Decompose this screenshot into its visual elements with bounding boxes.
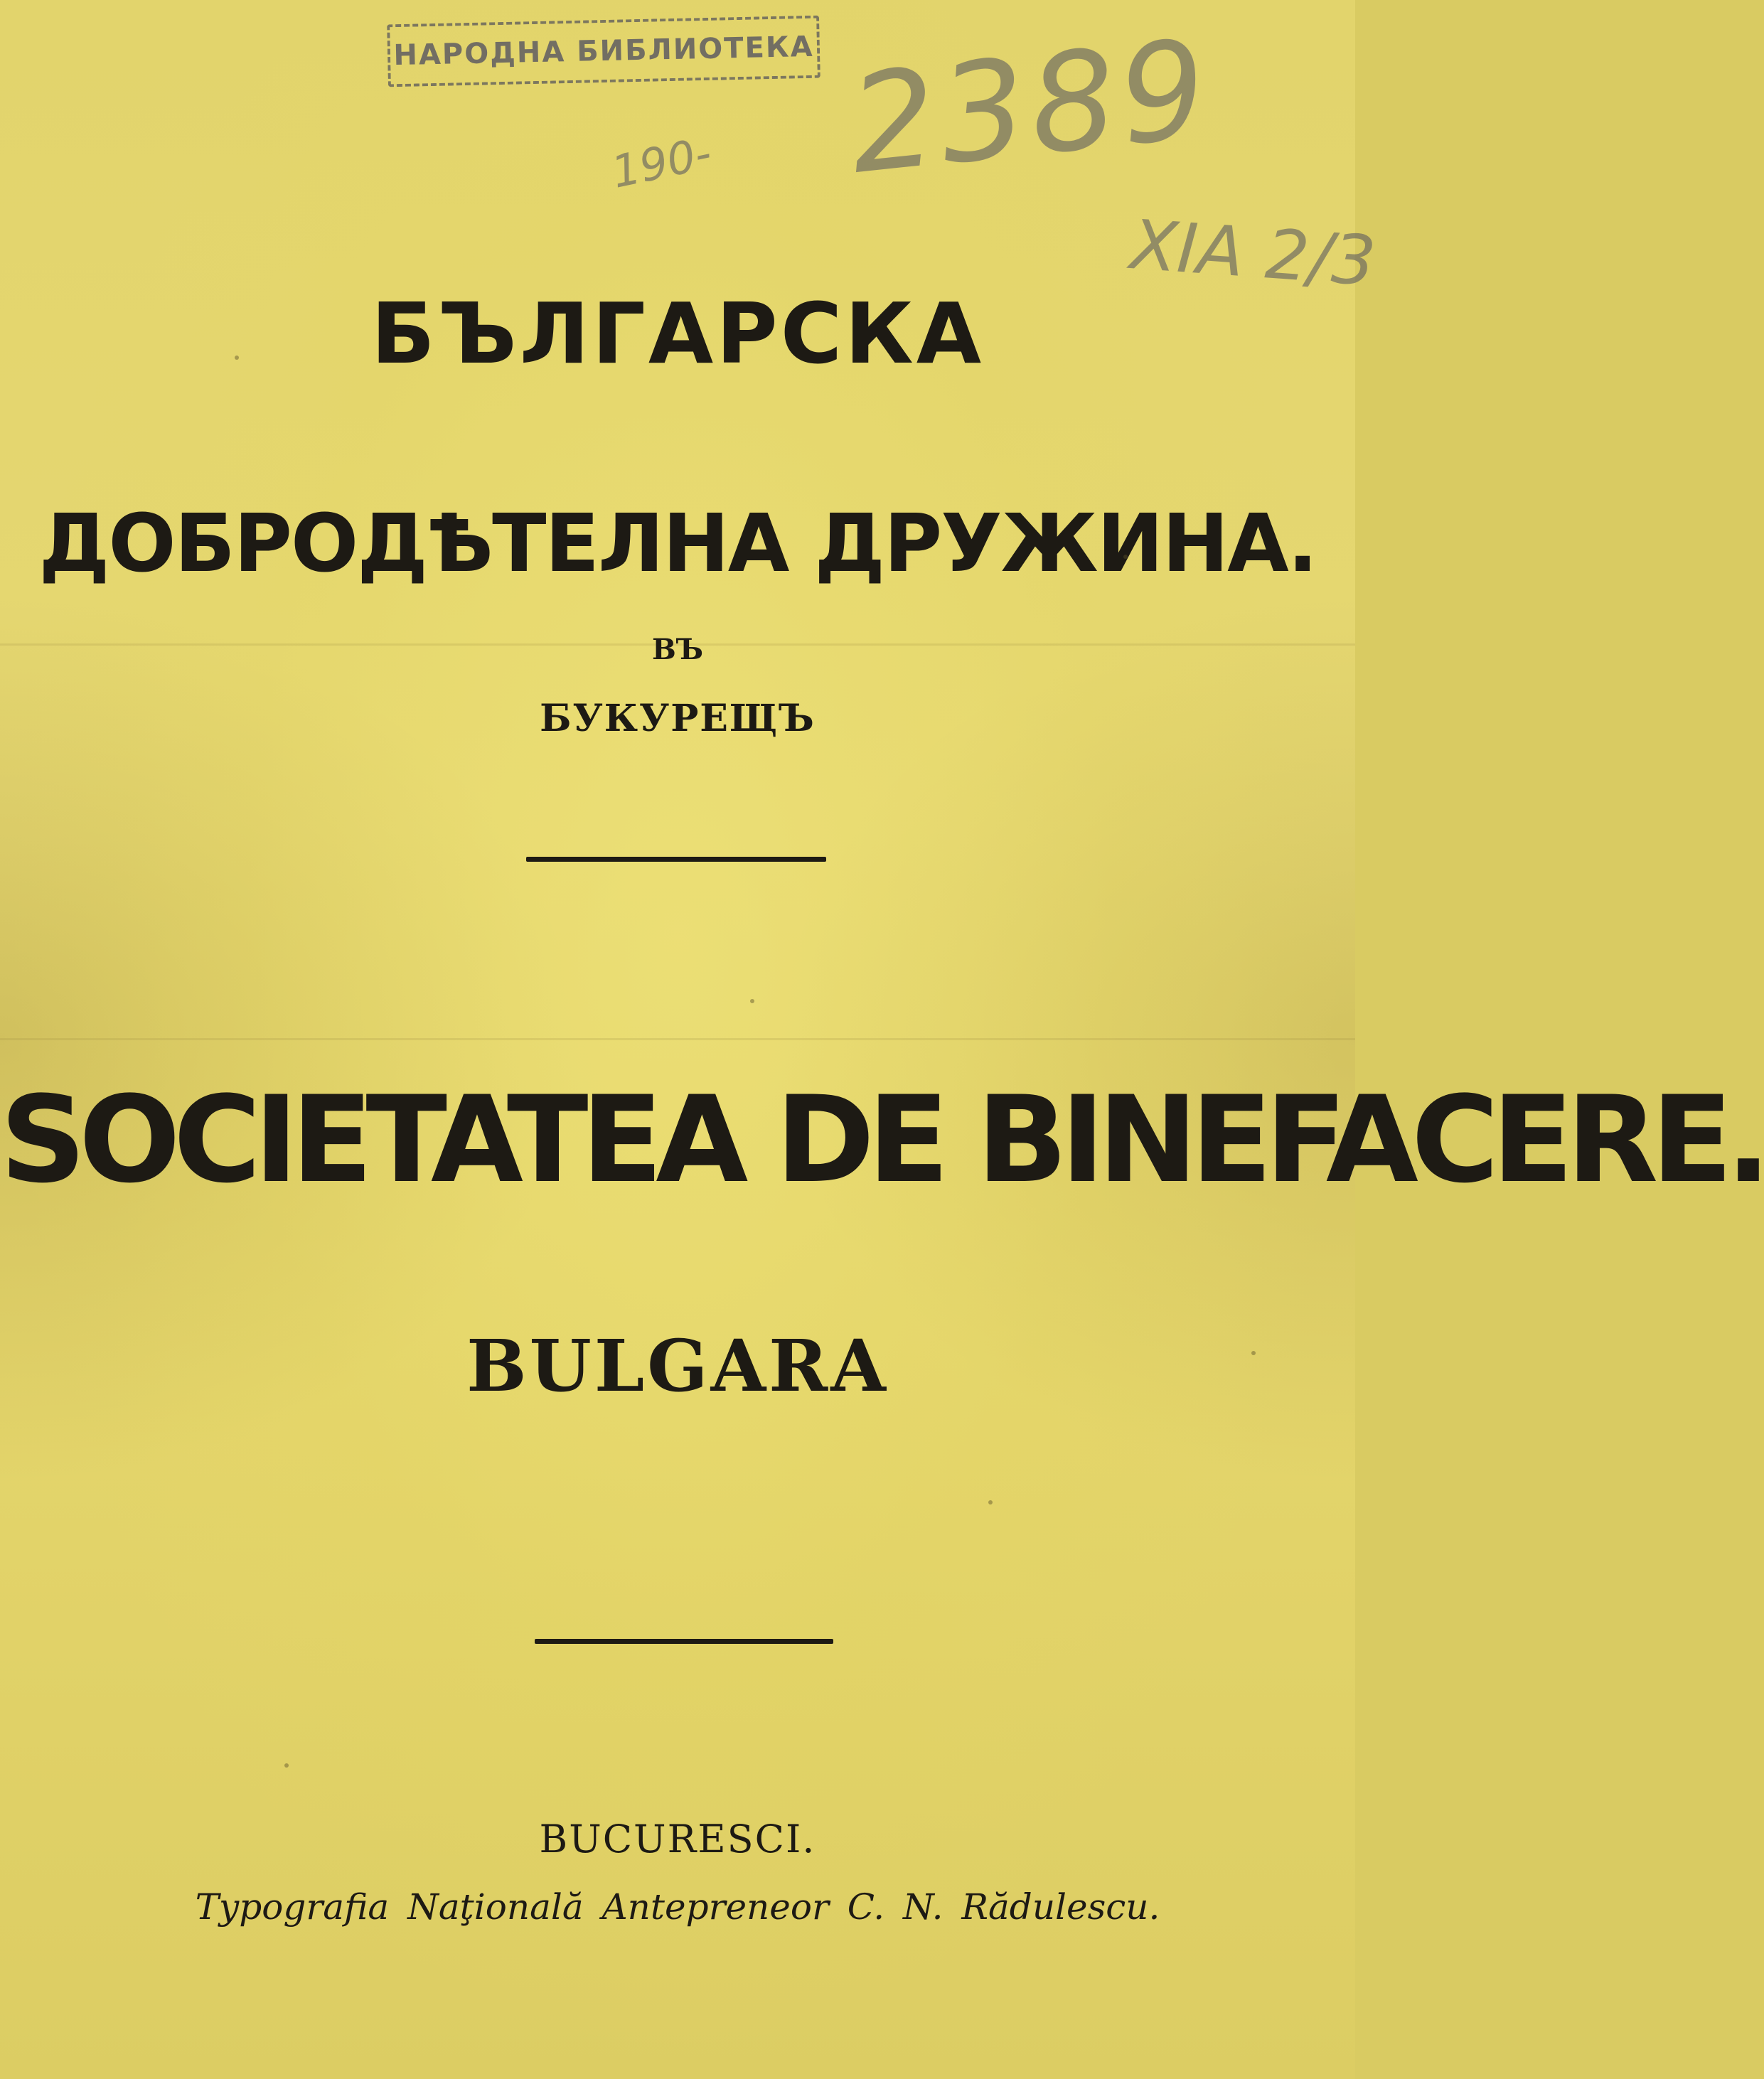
- paper-fold-line: [0, 1038, 1355, 1040]
- imprint-printer: Typografia Naţională Antepreneor C. N. Rădulescu.: [195, 1886, 1160, 1928]
- paper-speck: [1251, 1351, 1256, 1355]
- pencil-mark: 190-: [606, 127, 716, 198]
- title-romanian-line-1: SOCIETATEA DE BINEFACERE.: [0, 1070, 1764, 1209]
- city-bulgarian: БУКУРЕЩЪ: [540, 697, 816, 740]
- paper-speck: [235, 356, 239, 360]
- imprint-city: BUCURESCI.: [539, 1817, 816, 1861]
- title-romanian-line-2: BULGARA: [466, 1324, 889, 1408]
- paper-speck: [284, 1763, 289, 1768]
- preposition-text: ВЪ: [651, 633, 704, 666]
- paper-speck: [988, 1500, 993, 1505]
- title-bulgarian-line-1: БЪЛГАРСКА: [370, 284, 985, 383]
- pencil-call-number: 2389: [842, 10, 1218, 204]
- pencil-shelf-mark: XIA 2/3: [1128, 205, 1379, 301]
- title-bulgarian-line-2: ДОБРОДѢТЕЛНА ДРУЖИНА.: [38, 498, 1317, 590]
- divider-rule: [535, 1639, 833, 1644]
- library-stamp: НАРОДНА БИБЛИОТЕКА: [387, 16, 820, 87]
- paper-speck: [1123, 555, 1128, 559]
- paper-speck: [750, 999, 754, 1003]
- divider-rule: [526, 857, 826, 862]
